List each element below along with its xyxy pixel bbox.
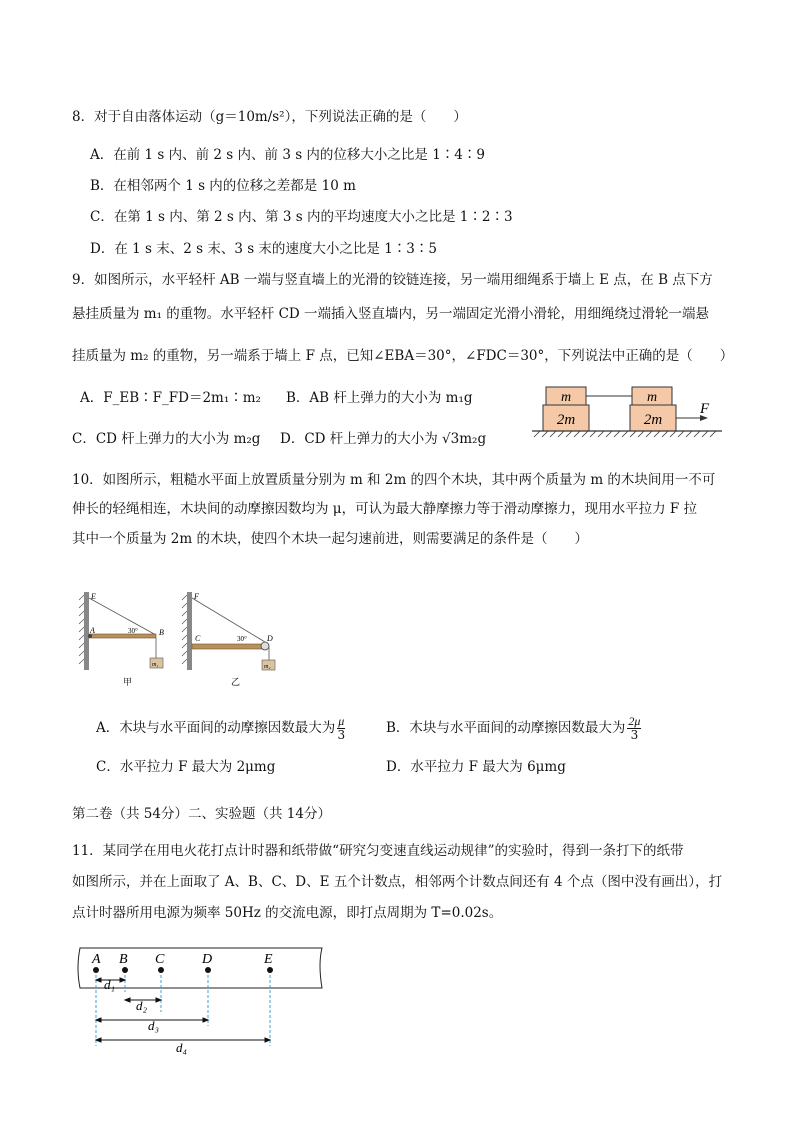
wall-right bbox=[187, 592, 192, 670]
q8-stem: 8．对于自由落体运动（g＝10m/s²），下列说法正确的是（ ） bbox=[72, 109, 467, 125]
q10-option-d: D．水平拉力 F 最大为 6μmg bbox=[386, 759, 566, 775]
q10-option-a-text: A．木块与水平面间的动摩擦因数最大为 bbox=[96, 720, 336, 736]
label-f: F bbox=[194, 592, 199, 601]
section2-heading: 第二卷（共 54分）二、实验题（共 14分） bbox=[72, 806, 331, 822]
ground-hatch bbox=[534, 431, 716, 437]
q8-option-a: A．在前 1 s 内、前 2 s 内、前 3 s 内的位移大小之比是 1∶4∶9 bbox=[90, 147, 485, 163]
q8-option-d: D．在 1 s 末、2 s 末、3 s 末的速度大小之比是 1∶3∶5 bbox=[90, 241, 437, 257]
tape-label-d: D bbox=[202, 952, 213, 967]
tape-d1: d₁ bbox=[104, 977, 116, 992]
tape-point-e bbox=[267, 967, 273, 973]
q10-stem-line-2: 伸长的轻绳相连，木块间的动摩擦因数均为 μ，可认为最大静摩擦力等于滑动摩擦力，现用水平拉力 F 拉 bbox=[72, 501, 698, 517]
label-c: C bbox=[195, 634, 201, 643]
q10-option-b bbox=[386, 715, 643, 742]
figure-left bbox=[79, 592, 164, 687]
label-d: D bbox=[267, 634, 273, 643]
q8-option-c: C．在第 1 s 内、第 2 s 内、第 3 s 内的平均速度大小之比是 1∶2∶3 bbox=[90, 209, 513, 225]
q11-stem-line-2: 如图所示，并在上面取了 A、B、C、D、E 五个计数点，相邻两个计数点间还有 4 个点（图中没有画出），打 bbox=[72, 874, 723, 890]
figure-right bbox=[182, 592, 275, 687]
wall-rod-figures bbox=[75, 588, 295, 688]
label-e: E bbox=[91, 592, 96, 601]
label-force: F bbox=[700, 401, 710, 417]
wall-left bbox=[84, 592, 89, 670]
q9-option-d: D．CD 杆上弹力的大小为 √3m₂g bbox=[280, 431, 487, 447]
tape-d4: d₄ bbox=[176, 1040, 188, 1055]
label-bottom-right: 2m bbox=[643, 412, 663, 428]
caption-left: 甲 bbox=[123, 677, 133, 687]
tape-label-c: C bbox=[155, 952, 165, 967]
pulley-d bbox=[261, 642, 269, 650]
tape-label-e: E bbox=[264, 952, 273, 967]
tape-label-a: A bbox=[92, 952, 101, 967]
q10-option-b-den: 3 bbox=[630, 728, 639, 742]
q10-option-a bbox=[96, 715, 347, 742]
q10-option-a-den: 3 bbox=[337, 728, 346, 742]
label-a: A bbox=[90, 626, 95, 635]
rod-cd bbox=[192, 644, 262, 649]
label-b: B bbox=[159, 628, 164, 637]
angle-right: 30° bbox=[237, 635, 247, 643]
label-bottom-left: 2m bbox=[556, 412, 576, 428]
rope-eb bbox=[89, 598, 156, 635]
label-top-right: m bbox=[646, 390, 658, 405]
mass-right: m₂ bbox=[264, 664, 271, 670]
tape-label-b: B bbox=[119, 952, 128, 967]
caption-right: 乙 bbox=[231, 677, 241, 687]
mass-left: m₁ bbox=[152, 662, 159, 668]
tape-point-a bbox=[93, 967, 99, 973]
rod-ab bbox=[89, 634, 156, 638]
q11-stem-line-1: 11．某同学在用电火花打点计时器和纸带做“研究匀变速直线运动规律”的实验时，得到一条打下的纸带 bbox=[72, 843, 684, 859]
q9-option-c: C．CD 杆上弹力的大小为 m₂g bbox=[72, 431, 261, 447]
blocks-figure bbox=[528, 380, 728, 444]
q10-option-a-num: μ bbox=[338, 714, 345, 728]
angle-left: 30° bbox=[128, 627, 138, 635]
tape-d2: d₂ bbox=[136, 998, 148, 1013]
q11-stem-line-3: 点计时器所用电源为频率 50Hz 的交流电源，即打点周期为 T=0.02s。 bbox=[72, 905, 503, 921]
q9-stem-line-2: 悬挂质量为 m₁ 的重物。水平轻杆 CD 一端插入竖直墙内，另一端固定光滑小滑轮，用细绳绕过滑轮一端悬 bbox=[72, 306, 710, 322]
q10-option-b-num: 2μ bbox=[628, 714, 641, 728]
tape-point-b bbox=[122, 967, 128, 973]
label-top-left: m bbox=[560, 390, 572, 405]
q10-option-c: C．水平拉力 F 最大为 2μmg bbox=[96, 759, 276, 775]
tape-point-c bbox=[158, 967, 164, 973]
q10-option-b-fraction bbox=[627, 715, 641, 742]
q9-option-a: A．F_EB∶F_FD＝2m₁∶m₂ bbox=[80, 390, 261, 406]
tape-point-d bbox=[205, 967, 211, 973]
q10-stem-line-3: 其中一个质量为 2m 的木块，使四个木块一起匀速前进，则需要满足的条件是（ ） bbox=[72, 531, 588, 547]
tape-d3: d₃ bbox=[148, 1018, 160, 1033]
q10-stem-line-1: 10．如图所示，粗糙水平面上放置质量分别为 m 和 2m 的四个木块，其中两个质量为 m 的木块间用一不可 bbox=[72, 472, 716, 488]
q10-option-b-text: B．木块与水平面间的动摩擦因数最大为 bbox=[386, 720, 626, 736]
q9-stem-line-1: 9．如图所示，水平轻杆 AB 一端与竖直墙上的光滑的铰链连接，另一端用细绳系于墙上 E 点，在 B 点下方 bbox=[72, 272, 713, 288]
tape-figure bbox=[70, 940, 330, 1060]
q8-option-b: B．在相邻两个 1 s 内的位移之差都是 10 m bbox=[90, 178, 356, 194]
rope-fd bbox=[192, 598, 265, 642]
q9-option-b: B．AB 杆上弹力的大小为 m₁g bbox=[286, 390, 473, 406]
q10-option-a-fraction bbox=[337, 715, 345, 742]
q9-stem-line-3: 挂质量为 m₂ 的重物，另一端系于墙上 F 点，已知∠EBA＝30°，∠FDC＝30°，下列说法中正确的是（ ） bbox=[72, 348, 734, 364]
